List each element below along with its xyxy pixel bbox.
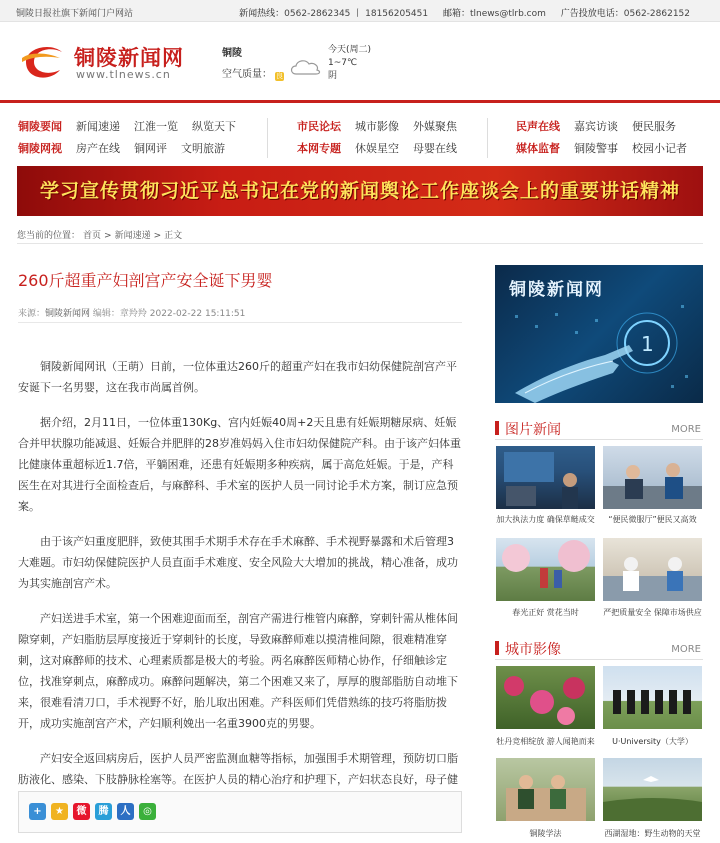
photo-thumb[interactable] [603, 538, 702, 601]
breadcrumb-divider [17, 243, 703, 244]
photo-caption[interactable]: U·University（大学） [612, 737, 693, 746]
photo-thumb[interactable] [496, 446, 595, 509]
nav-link[interactable]: 铜陵要闻 [18, 120, 62, 133]
article-paragraph: 产妇送进手术室，第一个困难迎面而至，剖宫产需进行椎管内麻醉，穿刺针需从椎体间隙穿刺，产妇脂肪层厚度接近于穿刺针的长度，导致麻醉师难以摸清椎间隙，很难精准穿刺，这对麻醉师的技术、心理素质都是极大的考验。两名麻醉医师精心协作，仔细触诊定位，找准穿刺点，麻醉成功。麻醉问题解决，第二个困难又来了，厚厚的腹部脂肪自动堆下来，很难看清刀口，手术视野不好，胎儿取出困难。产科医师们凭借熟练的技巧将脂肪拨开，成功实施剖宫产术，产妇顺利娩出一名重3900克的男婴。 [18, 612, 458, 730]
weather-temp: 1~7℃ [328, 58, 358, 68]
photo-thumb[interactable] [496, 758, 595, 821]
nav-link[interactable]: 休娱星空 [355, 142, 399, 155]
city-image-title: 城市影像 [505, 642, 561, 658]
tencent-weibo-icon[interactable]: 腾 [95, 803, 112, 820]
hotline: 0562-2862345 丨 18156205451 [284, 9, 429, 19]
nav-link[interactable]: 铜网评 [134, 142, 167, 155]
article-paragraph: 由于该产妇重度肥胖，致使其围手术期手术存在手术麻醉、手术视野暴露和术后管理3大难题。市妇幼保健院医护人员直面手术难度、安全风险大大增加的挑战，精心准备，成功为其实施剖宫产术。 [18, 535, 458, 590]
contact-info: 新闻热线：0562-2862345 丨 18156205451 邮箱：tlnews@tlrb.com 广告投放电话：0562-2862152 [239, 9, 690, 19]
article-title: 260斤超重产妇剖宫产安全诞下男婴 [18, 271, 273, 290]
sidebar-ad-title: 铜陵新闻网 [509, 280, 604, 300]
nav-link[interactable]: 房产在线 [76, 142, 120, 155]
nav-link[interactable]: 校园小记者 [632, 142, 687, 155]
nav-link[interactable]: 城市影像 [355, 120, 399, 133]
photo-thumb[interactable] [496, 538, 595, 601]
nav-link[interactable]: 便民服务 [632, 120, 676, 133]
photo-caption[interactable]: “便民微服厅”便民又高效 [608, 515, 697, 524]
nav-row [516, 116, 701, 138]
photo-thumb[interactable] [603, 446, 702, 509]
nav-link[interactable]: 母婴在线 [413, 142, 457, 155]
nav-row [18, 138, 250, 160]
logo-url: www.tlnews.cn [76, 68, 171, 81]
weather-condition: 阴 [328, 71, 338, 81]
article-meta: 来源：铜陵新闻网 编辑：章羚羚 2022-02-22 15:11:51 [18, 309, 246, 319]
photo-thumb[interactable] [496, 666, 595, 729]
banner-text: 学习宣传贯彻习近平总书记在党的新闻舆论工作座谈会上的重要讲话精神 [39, 180, 680, 202]
breadcrumb-section[interactable]: 新闻速递 [114, 231, 151, 241]
article-paragraph: 据介绍，2月11日，一位体重130Kg、宫内妊娠40周+2天且患有妊娠期糖尿病、妊娠合并甲状腺功能减退、妊娠合并肥胖的28岁准妈妈入住市妇幼保健院产科。由于该产妇体重比健康体重超标近1.7倍，平躺困难，还患有妊娠期多种疾病，属于高危妊娠。于是，产科医生在对其进行全面检查后，与麻醉科、手术室的医护人员一同讨论手术方案，制订应急预案。 [18, 416, 461, 513]
nav-link[interactable]: 新闻速递 [76, 120, 120, 133]
breadcrumb-current: 正文 [164, 231, 183, 241]
photo-news-title: 图片新闻 [505, 422, 561, 438]
nav-link[interactable]: 江淮一览 [134, 120, 178, 133]
article-paragraph: 铜陵新闻网讯（王萌）日前，一位体重达260斤的超重产妇在我市妇幼保健院剖宫产平安诞下一名男婴，这在我市尚属首例。 [18, 360, 457, 394]
air-quality-label: 空气质量： [222, 69, 272, 80]
nav-row [297, 138, 471, 160]
nav-link[interactable]: 纵览天下 [192, 120, 236, 133]
nav-group-2 [297, 116, 471, 160]
header-divider [0, 100, 720, 103]
photo-news-header [495, 418, 703, 440]
nav-row [297, 116, 471, 138]
city-name: 铜陵 [222, 48, 242, 59]
renren-icon[interactable]: 人 [117, 803, 134, 820]
article-date: 2022-02-22 15:11:51 [149, 309, 246, 319]
digital-hand-icon [495, 265, 703, 403]
air-quality-badge: 良 [276, 72, 283, 80]
meta-divider [18, 322, 462, 323]
top-bar [0, 0, 720, 22]
nav-link[interactable]: 媒体监督 [516, 142, 560, 155]
city-info [222, 44, 284, 81]
logo-mark-icon [20, 40, 68, 84]
article-source[interactable]: 铜陵新闻网 [45, 309, 91, 319]
qzone-icon[interactable]: ★ [51, 803, 68, 820]
article-editor: 编辑：章羚羚 [92, 309, 147, 319]
article-paragraph: 产妇安全返回病房后，医护人员严密监测血糖等指标，加强围手术期管理，预防切口脂肪液化、感染、下肢静脉栓塞等。在医护人员的精心治疗和护理下，产妇状态良好，母子健 [18, 752, 458, 786]
city-image-header [495, 638, 703, 660]
ad-phone: 0562-2862152 [623, 9, 690, 19]
photo-caption[interactable]: 铜陵学法 [529, 829, 562, 838]
nav-group-1 [18, 116, 250, 160]
wechat-icon[interactable]: ◎ [139, 803, 156, 820]
nav-link[interactable]: 铜陵警事 [574, 142, 618, 155]
svg-text:1: 1 [641, 332, 654, 356]
site-logo[interactable] [20, 40, 200, 86]
share-bar [18, 791, 462, 833]
logo-text: 铜陵新闻网 [74, 45, 184, 70]
nav-link[interactable]: 市民论坛 [297, 120, 341, 133]
email-link[interactable]: tlnews@tlrb.com [470, 9, 546, 19]
site-tagline: 铜陵日报社旗下新闻门户网站 [16, 9, 134, 19]
nav-divider [267, 118, 268, 158]
sidebar-ad[interactable] [495, 265, 703, 403]
nav-link[interactable]: 铜陵网视 [18, 142, 62, 155]
nav-link[interactable]: 文明旅游 [181, 142, 225, 155]
photo-caption[interactable]: 牡丹竞相绽放 游人闻艳而来 [496, 737, 595, 746]
weibo-icon[interactable]: 微 [73, 803, 90, 820]
photo-caption[interactable]: 严把质量安全 保障市场供应 [603, 608, 702, 617]
promo-banner[interactable] [17, 166, 703, 216]
photo-thumb[interactable] [603, 666, 702, 729]
breadcrumb: 您当前的位置： 首页 > 新闻速递 > 正文 [17, 231, 183, 241]
breadcrumb-home[interactable]: 首页 [83, 231, 102, 241]
nav-row [18, 116, 250, 138]
weather-day: 今天(周二) [328, 45, 372, 55]
nav-group-3 [516, 116, 701, 160]
weather-widget [288, 44, 408, 84]
cloud-icon [288, 56, 322, 76]
nav-link[interactable]: 嘉宾访谈 [574, 120, 618, 133]
nav-link[interactable]: 民声在线 [516, 120, 560, 133]
photo-news-more-link[interactable]: MORE [671, 424, 701, 435]
photo-thumb[interactable] [603, 758, 702, 821]
photo-caption[interactable]: 春光正好 赏花当时 [512, 608, 579, 617]
nav-link[interactable]: 外媒聚焦 [413, 120, 457, 133]
main-nav [0, 110, 720, 162]
article-body [18, 356, 464, 825]
nav-divider [487, 118, 488, 158]
nav-link[interactable]: 本网专题 [297, 142, 341, 155]
photo-caption[interactable]: 加大执法力度 确保草鲢成交 [496, 515, 595, 524]
photo-caption[interactable]: 西湖湿地：野生动物的天堂 [604, 829, 701, 838]
nav-row [516, 138, 701, 160]
city-image-more-link[interactable]: MORE [671, 644, 701, 655]
share-more-icon[interactable]: + [29, 803, 46, 820]
